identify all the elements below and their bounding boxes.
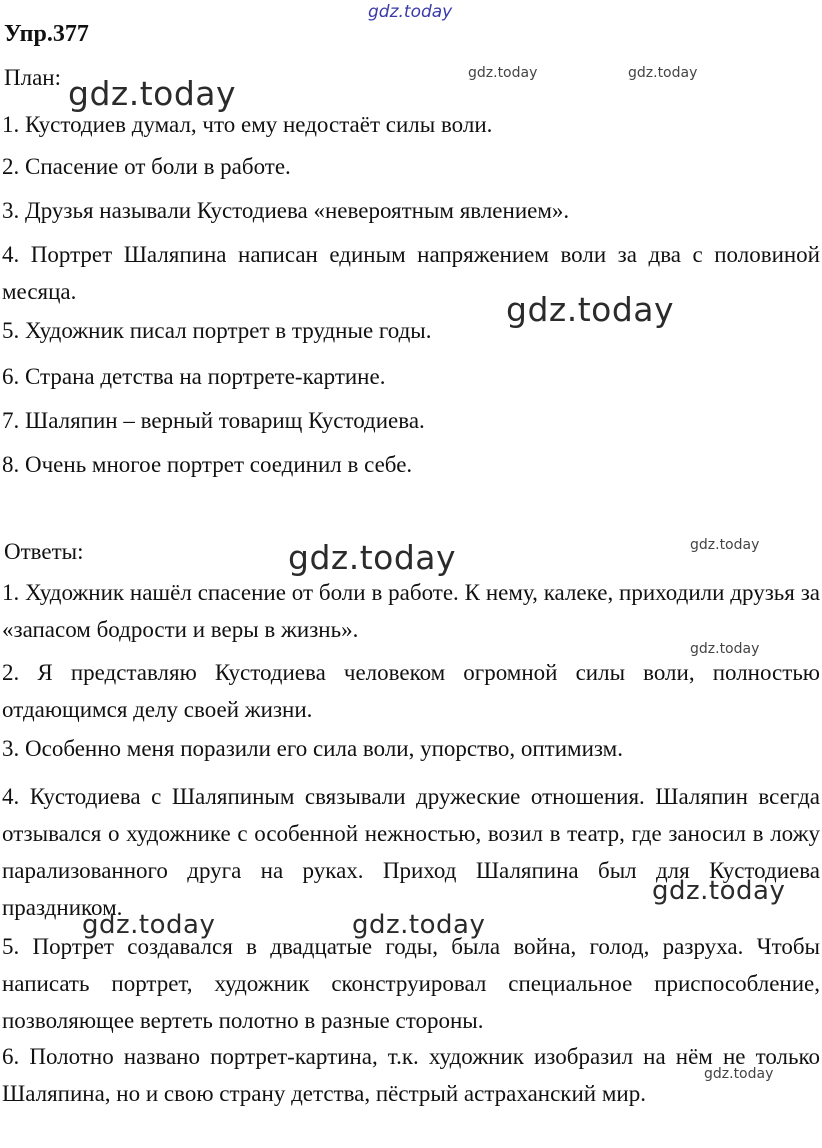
watermark: gdz.today bbox=[468, 65, 538, 81]
watermark: gdz.today bbox=[68, 74, 237, 113]
watermark: gdz.today bbox=[368, 2, 453, 22]
plan-item: 4. Портрет Шаляпина написан единым напряжением воли за два с половиной месяца. bbox=[2, 242, 820, 304]
plan-item: 3. Друзья называли Кустодиева «невероятным явлением». bbox=[2, 198, 570, 223]
answer-item: 2. Я представляю Кустодиева человеком огромной силы воли, полностью отдающимся делу своей жизни. bbox=[2, 660, 820, 722]
exercise-title: Упр.377 bbox=[4, 21, 89, 47]
plan-item: 2. Спасение от боли в работе. bbox=[2, 154, 291, 179]
answer-item: 5. Портрет создавался в двадцатые годы, была война, голод, разруха. Чтобы написать портрет, художник сконструировал специальное приспособление, позволяющее вертеть полотно в разные стороны. bbox=[2, 934, 820, 1033]
answer-item: 4. Кустодиева с Шаляпиным связывали дружеские отношения. Шаляпин всегда отзывался о художнике с особенной нежностью, возил в театр, где заносил в ложу парализованного друга на руках. Приход Шаляпина был для Кустодиева праздником. bbox=[2, 784, 820, 920]
plan-item: 8. Очень многое портрет соединил в себе. bbox=[2, 452, 413, 477]
plan-item: 7. Шаляпин – верный товарищ Кустодиева. bbox=[2, 408, 425, 433]
watermark: gdz.today bbox=[82, 910, 216, 940]
watermark: gdz.today bbox=[506, 290, 675, 329]
plan-label: План: bbox=[4, 65, 61, 90]
watermark: gdz.today bbox=[628, 65, 698, 81]
watermark: gdz.today bbox=[704, 1066, 774, 1082]
watermark: gdz.today bbox=[352, 910, 486, 940]
answer-item: 6. Полотно названо портрет-картина, т.к. художник изобразил на нём не только Шаляпина, но и свою страну детства, пёстрый астраханский мир. bbox=[2, 1044, 820, 1106]
watermark: gdz.today bbox=[652, 876, 786, 906]
answer-item: 1. Художник нашёл спасение от боли в работе. К нему, калеке, приходили друзья за «запасом бодрости и веры в жизнь». bbox=[2, 580, 820, 642]
watermark: gdz.today bbox=[690, 537, 760, 553]
answers-label: Ответы: bbox=[4, 539, 84, 564]
plan-item: 5. Художник писал портрет в трудные годы. bbox=[2, 318, 432, 343]
plan-item: 6. Страна детства на портрете-картине. bbox=[2, 364, 386, 389]
watermark: gdz.today bbox=[690, 641, 760, 657]
watermark: gdz.today bbox=[288, 538, 457, 577]
answer-item: 3. Особенно меня поразили его сила воли, упорство, оптимизм. bbox=[2, 736, 623, 761]
plan-item: 1. Кустодиев думал, что ему недостаёт силы воли. bbox=[2, 112, 493, 137]
